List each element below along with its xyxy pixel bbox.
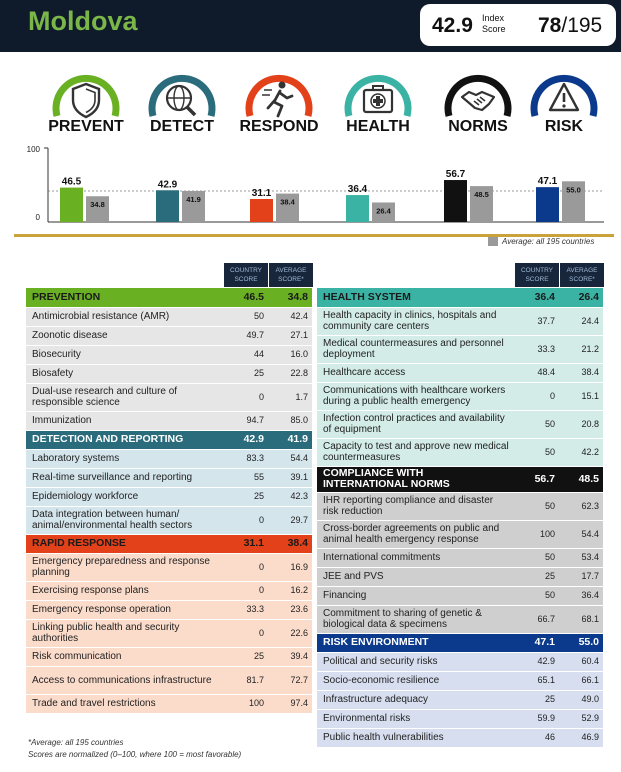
bar-label-average-health: 26.4 [376, 206, 391, 216]
section-country-score: 42.9 [224, 430, 268, 449]
footnotes [28, 737, 241, 761]
category-arc [527, 64, 601, 138]
indicator-country-score: 37.7 [515, 307, 559, 335]
indicator-average-score: 27.1 [268, 326, 312, 345]
bar-country-detect [156, 190, 179, 222]
indicator-label: Emergency response operation [26, 600, 224, 619]
column-header-country-right: COUNTRY SCORE [515, 263, 559, 287]
indicator-average-score: 97.4 [268, 694, 312, 713]
index-score-label: Index Score [482, 13, 506, 34]
index-score-box [420, 4, 616, 46]
indicator-label: Medical countermeasures and personnel deployment [317, 335, 515, 363]
section-title: RAPID RESPONSE [26, 534, 224, 553]
indicator-country-score: 42.9 [515, 652, 559, 671]
left-indicator-table [26, 288, 312, 714]
indicator-label: IHR reporting compliance and disaster risk reduction [317, 492, 515, 520]
indicator-row [317, 709, 603, 728]
indicator-label: Risk communication [26, 647, 224, 666]
section-country-score: 56.7 [515, 466, 559, 492]
indicator-average-score: 24.4 [559, 307, 603, 335]
indicator-average-score: 68.1 [559, 605, 603, 633]
indicator-row [317, 652, 603, 671]
category-norms [428, 64, 528, 136]
category-label: RESPOND [239, 118, 319, 135]
indicator-row [26, 468, 312, 487]
column-header-average-right: AVERAGE SCORE* [560, 263, 604, 287]
section-header [317, 633, 603, 652]
indicator-label: Biosecurity [26, 345, 224, 364]
bar-label-country-respond: 31.1 [251, 187, 272, 199]
category-respond [229, 64, 329, 136]
bar-country-norms [444, 180, 467, 222]
indicator-row [317, 307, 603, 335]
indicator-label: Real-time surveillance and reporting [26, 468, 224, 487]
category-detect [132, 64, 232, 136]
indicator-label: Dual-use research and culture of responsible science [26, 383, 224, 411]
bar-country-health [346, 195, 369, 222]
indicator-country-score: 33.3 [515, 335, 559, 363]
indicator-row [317, 548, 603, 567]
bar-label-average-risk: 55.0 [566, 185, 581, 195]
category-health [328, 64, 428, 136]
category-risk [514, 64, 614, 136]
section-average-score: 38.4 [268, 534, 312, 553]
indicator-row [317, 567, 603, 586]
category-arc [242, 64, 316, 138]
indicator-country-score: 44 [224, 345, 268, 364]
indicator-country-score: 94.7 [224, 411, 268, 430]
indicator-country-score: 25 [224, 647, 268, 666]
section-header [317, 466, 603, 492]
section-average-score: 48.5 [559, 466, 603, 492]
indicator-average-score: 36.4 [559, 586, 603, 605]
section-country-score: 36.4 [515, 288, 559, 307]
indicator-row [26, 326, 312, 345]
indicator-country-score: 66.7 [515, 605, 559, 633]
y-tick-label-bottom: 0 [35, 213, 40, 222]
indicator-average-score: 16.0 [268, 345, 312, 364]
indicator-country-score: 46 [515, 728, 559, 747]
indicator-country-score: 50 [224, 307, 268, 326]
indicator-average-score: 42.4 [268, 307, 312, 326]
category-label: RISK [544, 118, 584, 135]
indicator-country-score: 50 [515, 438, 559, 466]
rank [538, 14, 602, 38]
indicator-average-score: 54.4 [268, 449, 312, 468]
indicator-label: Infrastructure adequacy [317, 690, 515, 709]
indicator-average-score: 15.1 [559, 382, 603, 410]
indicator-row [317, 586, 603, 605]
warning-icon [550, 84, 578, 110]
indicator-country-score: 50 [515, 586, 559, 605]
indicator-label: Epidemiology workforce [26, 487, 224, 506]
indicator-label: Communications with healthcare workers during a public health emergency [317, 382, 515, 410]
section-average-score: 26.4 [559, 288, 603, 307]
section-title: PREVENTION [26, 288, 224, 307]
indicator-country-score: 81.7 [224, 666, 268, 694]
indicator-country-score: 25 [224, 364, 268, 383]
indicator-label: Emergency preparedness and response planning [26, 553, 224, 581]
indicator-label: Trade and travel restrictions [26, 694, 224, 713]
section-country-score: 46.5 [224, 288, 268, 307]
bar-label-country-norms: 56.7 [445, 169, 466, 181]
bar-country-prevent [60, 188, 83, 222]
indicator-average-score: 39.4 [268, 647, 312, 666]
indicator-row [26, 553, 312, 581]
indicator-row [26, 619, 312, 647]
legend-swatch [488, 237, 498, 246]
indicator-country-score: 0 [515, 382, 559, 410]
indicator-average-score: 85.0 [268, 411, 312, 430]
bar-label-country-prevent: 46.5 [61, 176, 82, 188]
indicator-row [26, 411, 312, 430]
indicator-row [317, 382, 603, 410]
indicator-country-score: 0 [224, 506, 268, 534]
section-header [317, 288, 603, 307]
globe-magnifier-icon [167, 86, 195, 115]
indicator-country-score: 25 [515, 690, 559, 709]
category-label: DETECT [150, 118, 214, 135]
indicator-average-score: 42.2 [559, 438, 603, 466]
indicator-average-score: 21.2 [559, 335, 603, 363]
indicator-country-score: 0 [224, 619, 268, 647]
indicator-country-score: 100 [515, 520, 559, 548]
indicator-average-score: 22.6 [268, 619, 312, 647]
header-bar [0, 0, 621, 52]
indicator-average-score: 17.7 [559, 567, 603, 586]
indicator-average-score: 16.9 [268, 553, 312, 581]
bar-label-country-health: 36.4 [347, 184, 368, 196]
indicator-label: Socio-economic resilience [317, 671, 515, 690]
indicator-row [26, 600, 312, 619]
section-header [26, 430, 312, 449]
indicator-average-score: 46.9 [559, 728, 603, 747]
indicator-country-score: 55 [224, 468, 268, 487]
indicator-average-score: 38.4 [559, 363, 603, 382]
bar-country-risk [536, 187, 559, 222]
indicator-country-score: 65.1 [515, 671, 559, 690]
indicator-row [26, 307, 312, 326]
bar-chart-svg [14, 142, 614, 250]
category-label: HEALTH [346, 118, 410, 135]
indicator-row [317, 728, 603, 747]
indicator-label: Political and security risks [317, 652, 515, 671]
indicator-row [317, 671, 603, 690]
indicator-row [317, 410, 603, 438]
indicator-average-score: 23.6 [268, 600, 312, 619]
bar-label-country-risk: 47.1 [537, 176, 558, 188]
indicator-label: Capacity to test and approve new medical countermeasures [317, 438, 515, 466]
indicator-label: International commitments [317, 548, 515, 567]
indicator-label: Cross-border agreements on public and animal health emergency response [317, 520, 515, 548]
indicator-row [317, 363, 603, 382]
indicator-average-score: 29.7 [268, 506, 312, 534]
indicator-country-score: 48.4 [515, 363, 559, 382]
category-prevent [36, 64, 136, 136]
indicator-country-score: 59.9 [515, 709, 559, 728]
indicator-row [26, 487, 312, 506]
indicator-country-score: 33.3 [224, 600, 268, 619]
shield-icon [73, 84, 99, 117]
indicator-label: Commitment to sharing of genetic & biological data & specimens [317, 605, 515, 633]
indicator-row [26, 383, 312, 411]
bar-label-country-detect: 42.9 [157, 179, 178, 191]
footnote-average: *Average: all 195 countries [28, 738, 124, 747]
indicator-label: Access to communications infrastructure [26, 666, 224, 694]
indicator-label: Healthcare access [317, 363, 515, 382]
section-title: COMPLIANCE WITH INTERNATIONAL NORMS [317, 466, 515, 492]
indicator-label: Linking public health and security authorities [26, 619, 224, 647]
indicator-country-score: 25 [224, 487, 268, 506]
country-title: Moldova [28, 6, 138, 36]
category-arc [145, 64, 219, 138]
indicator-average-score: 42.3 [268, 487, 312, 506]
section-title: RISK ENVIRONMENT [317, 633, 515, 652]
section-average-score: 34.8 [268, 288, 312, 307]
indicator-average-score: 60.4 [559, 652, 603, 671]
indicator-country-score: 0 [224, 581, 268, 600]
indicator-row [26, 364, 312, 383]
indicator-row [26, 581, 312, 600]
indicator-country-score: 50 [515, 548, 559, 567]
bar-label-average-prevent: 34.8 [90, 200, 105, 210]
handshake-icon [462, 92, 494, 110]
category-arc [441, 64, 515, 138]
right-indicator-table [317, 288, 603, 748]
column-header-country-left: COUNTRY SCORE [224, 263, 268, 287]
indicator-row [317, 690, 603, 709]
indicator-average-score: 62.3 [559, 492, 603, 520]
indicator-label: Environmental risks [317, 709, 515, 728]
indicator-average-score: 66.1 [559, 671, 603, 690]
indicator-average-score: 16.2 [268, 581, 312, 600]
chart-legend: Average: all 195 countries [488, 237, 594, 246]
indicator-country-score: 50 [515, 492, 559, 520]
indicator-average-score: 72.7 [268, 666, 312, 694]
indicator-average-score: 20.8 [559, 410, 603, 438]
indicator-label: Zoonotic disease [26, 326, 224, 345]
indicator-label: Infection control practices and availability of equipment [317, 410, 515, 438]
indicator-label: Laboratory systems [26, 449, 224, 468]
indicator-country-score: 0 [224, 383, 268, 411]
indicator-average-score: 1.7 [268, 383, 312, 411]
indicator-average-score: 22.8 [268, 364, 312, 383]
indicator-row [26, 694, 312, 713]
rank-value: 78 [538, 14, 562, 37]
running-person-icon [262, 82, 292, 117]
indicator-row [26, 449, 312, 468]
indicator-row [317, 335, 603, 363]
section-average-score: 55.0 [559, 633, 603, 652]
indicator-country-score: 49.7 [224, 326, 268, 345]
index-score-value: 42.9 [432, 14, 473, 37]
indicator-average-score: 54.4 [559, 520, 603, 548]
indicator-country-score: 25 [515, 567, 559, 586]
indicator-label: Immunization [26, 411, 224, 430]
category-label: NORMS [448, 118, 508, 135]
indicator-average-score: 53.4 [559, 548, 603, 567]
indicator-row [26, 647, 312, 666]
section-title: HEALTH SYSTEM [317, 288, 515, 307]
indicator-label: JEE and PVS [317, 567, 515, 586]
y-tick-label-top: 100 [26, 145, 40, 154]
section-header [26, 534, 312, 553]
indicator-label: Public health vulnerabilities [317, 728, 515, 747]
indicator-label: Health capacity in clinics, hospitals and community care centers [317, 307, 515, 335]
indicator-average-score: 49.0 [559, 690, 603, 709]
category-arc [341, 64, 415, 138]
bar-label-average-detect: 41.9 [186, 194, 201, 204]
indicator-country-score: 100 [224, 694, 268, 713]
indicator-country-score: 83.3 [224, 449, 268, 468]
section-average-score: 41.9 [268, 430, 312, 449]
category-label: PREVENT [48, 118, 124, 135]
indicator-row [26, 506, 312, 534]
category-arc [49, 64, 123, 138]
indicator-row [317, 520, 603, 548]
medical-kit-icon [364, 86, 392, 112]
indicator-country-score: 0 [224, 553, 268, 581]
indicator-row [317, 438, 603, 466]
indicator-row [317, 492, 603, 520]
bar-country-respond [250, 199, 273, 222]
section-title: DETECTION AND REPORTING [26, 430, 224, 449]
score-bar-chart [14, 142, 614, 250]
section-country-score: 31.1 [224, 534, 268, 553]
rank-total: /195 [561, 14, 603, 37]
footnote-normalized: Scores are normalized (0–100, where 100 = most favorable) [28, 750, 242, 759]
column-header-average-left: AVERAGE SCORE* [269, 263, 313, 287]
indicator-label: Financing [317, 586, 515, 605]
indicator-row [26, 666, 312, 694]
indicator-label: Biosafety [26, 364, 224, 383]
indicator-label: Antimicrobial resistance (AMR) [26, 307, 224, 326]
indicator-row [317, 605, 603, 633]
bar-label-average-norms: 48.5 [474, 190, 489, 200]
indicator-row [26, 345, 312, 364]
section-header [26, 288, 312, 307]
indicator-country-score: 50 [515, 410, 559, 438]
indicator-label: Exercising response plans [26, 581, 224, 600]
bar-label-average-respond: 38.4 [280, 197, 295, 207]
indicator-label: Data integration between human/ animal/environmental health sectors [26, 506, 224, 534]
indicator-average-score: 39.1 [268, 468, 312, 487]
section-country-score: 47.1 [515, 633, 559, 652]
indicator-average-score: 52.9 [559, 709, 603, 728]
